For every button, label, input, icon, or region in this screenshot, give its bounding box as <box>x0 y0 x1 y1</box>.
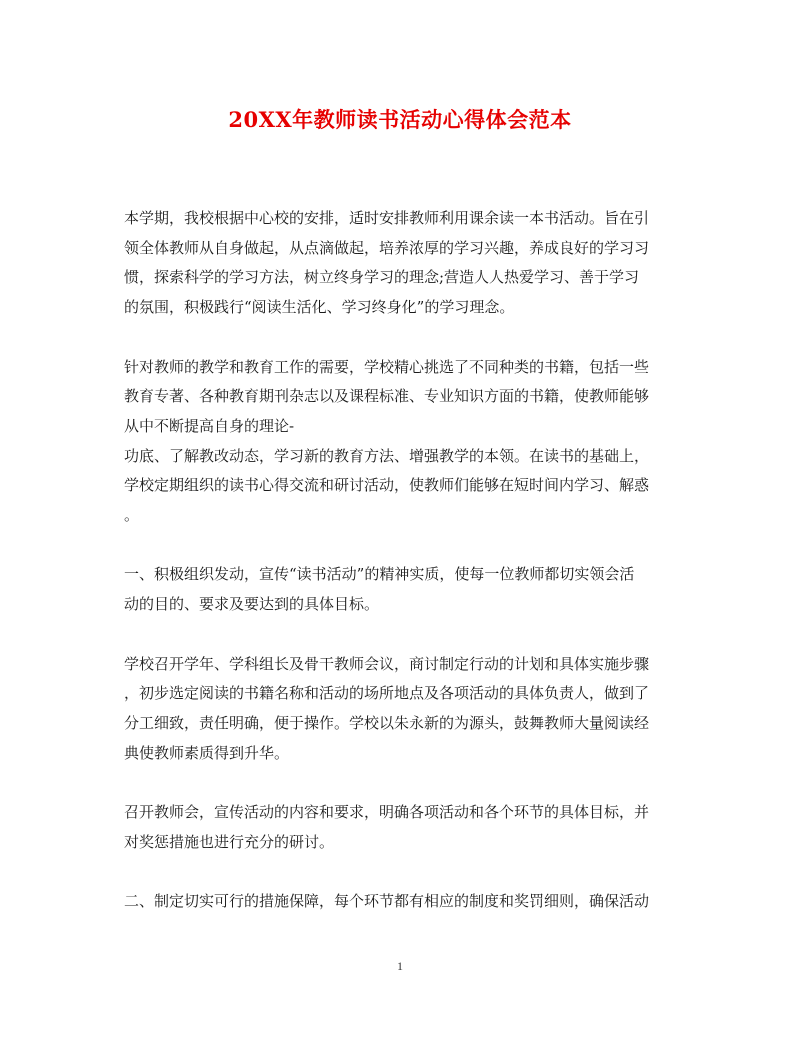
document-title: 20XX年教师读书活动心得体会范本 <box>228 107 572 132</box>
text-line: 学校召开学年、学科组长及骨干教师会议，商讨制定行动的计划和具体实施步骤 <box>124 654 650 673</box>
text-line: 功底、了解教改动态，学习新的教育方法、增强教学的本领。在读书的基础上， <box>124 446 650 465</box>
document-body <box>124 204 684 946</box>
text-line: 领全体教师从自身做起，从点滴做起，培养浓厚的学习兴趣，养成良好的学习习 <box>124 238 650 257</box>
text-line: 一、积极组织发动，宣传“读书活动”的精神实质，使每一位教师都切实领会活 <box>124 565 635 584</box>
paragraph <box>124 560 684 619</box>
paragraph <box>124 204 684 323</box>
text-line: ，初步选定阅读的书籍名称和活动的场所地点及各项活动的具体负责人，做到了 <box>124 684 650 703</box>
text-line: 分工细致，责任明确，便于操作。学校以朱永新的为源头，鼓舞教师大量阅读经 <box>124 713 650 732</box>
text-line: 学校定期组织的读书心得交流和研讨活动，使教师们能够在短时间内学习、解惑 <box>124 476 650 495</box>
text-line: 。 <box>124 506 140 525</box>
text-line: 的氛围，积极践行“阅读生活化、学习终身化”的学习理念。 <box>124 298 515 317</box>
paragraph <box>124 887 684 917</box>
text-line: 教育专著、各种教育期刊杂志以及课程标准、专业知识方面的书籍，使教师能够 <box>124 387 650 406</box>
text-line: 动的目的、要求及要达到的具体目标。 <box>124 595 380 614</box>
paragraph <box>124 353 684 531</box>
paragraph <box>124 650 684 769</box>
paragraph <box>124 798 684 857</box>
text-line: 惯，探索科学的学习方法，树立终身学习的理念;营造人人热爱学习、善于学习 <box>124 268 640 287</box>
page-number: 1 <box>397 959 403 973</box>
text-line: 典使教师素质得到升华。 <box>124 743 290 762</box>
text-line: 二、制定切实可行的措施保障，每个环节都有相应的制度和奖罚细则，确保活动 <box>124 892 650 911</box>
text-line: 召开教师会，宣传活动的内容和要求，明确各项活动和各个环节的具体目标，并 <box>124 803 650 821</box>
text-line: 对奖惩措施也进行充分的研讨。 <box>124 832 335 851</box>
text-line: 针对教师的教学和教育工作的需要，学校精心挑选了不同种类的书籍，包括一些 <box>124 357 650 376</box>
text-line: 本学期，我校根据中心校的安排，适时安排教师利用课余读一本书活动。旨在引 <box>124 209 650 227</box>
text-line: 从中不断提高自身的理论- <box>124 416 295 435</box>
